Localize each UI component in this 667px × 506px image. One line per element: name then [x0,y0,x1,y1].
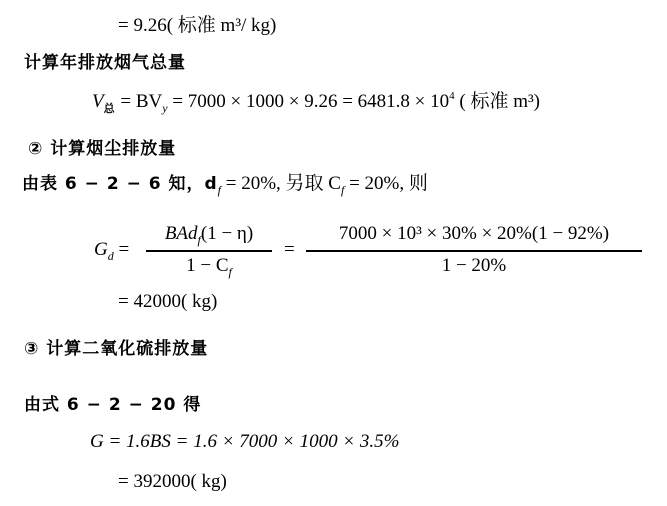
den1-subscript: f [228,265,232,279]
v-symbol: V [92,91,104,112]
df-subscript: f [217,183,221,197]
heading-dust: ② 计算烟尘排放量 [28,139,177,159]
eta-term: (1 − η) [200,223,254,244]
volume-unit: ( 标准 m³) [454,91,541,112]
gd-equals-2: = [284,239,295,260]
volume-expression: = 7000 × 1000 × 9.26 = 6481.8 × 10 [172,91,450,112]
fraction2-numerator: 7000 × 10³ × 30% × 20%(1 − 92%) [338,223,610,244]
gd-lhs [94,238,129,263]
gd-subscript: d [107,249,114,263]
bad-term: BAd [164,223,198,244]
result-line-volume: = 9.26( 标准 m³/ kg) [118,15,277,36]
exponent: 4 [449,90,455,102]
equation-total-volume [92,90,540,116]
den1-text: 1 − C [186,255,229,276]
v-subscript: 总 [103,102,116,115]
dust-intro-text: 由表 6 − 2 − 6 知，d [22,174,218,194]
fraction1-denominator [146,254,272,279]
equation-g: G = 1.6BS = 1.6 × 7000 × 1000 × 3.5% [90,431,400,452]
dust-intro-line [22,172,428,197]
g-symbol: G [94,239,108,260]
gd-equals: = [118,239,130,260]
dust-intro-end: = 20%, 则 [344,173,428,194]
fraction2-denominator: 1 − 20% [441,255,507,276]
heading-flue-gas: 计算年排放烟气总量 [24,53,186,73]
g-result: = 392000( kg) [118,471,227,492]
dust-intro-mid: = 20%, 另取 C [221,173,341,194]
so2-intro: 由式 6 − 2 − 20 得 [24,395,202,415]
heading-so2: ③ 计算二氧化硫排放量 [24,339,209,359]
gd-result: = 42000( kg) [118,291,218,312]
fraction2-bar [306,250,642,252]
bv-subscript: y [162,101,168,115]
bv-term: = BV [120,91,163,112]
fraction1-numerator [146,222,272,247]
cf-subscript: f [340,183,345,197]
fraction1-bar [146,250,272,252]
bad-subscript: f [197,233,201,247]
